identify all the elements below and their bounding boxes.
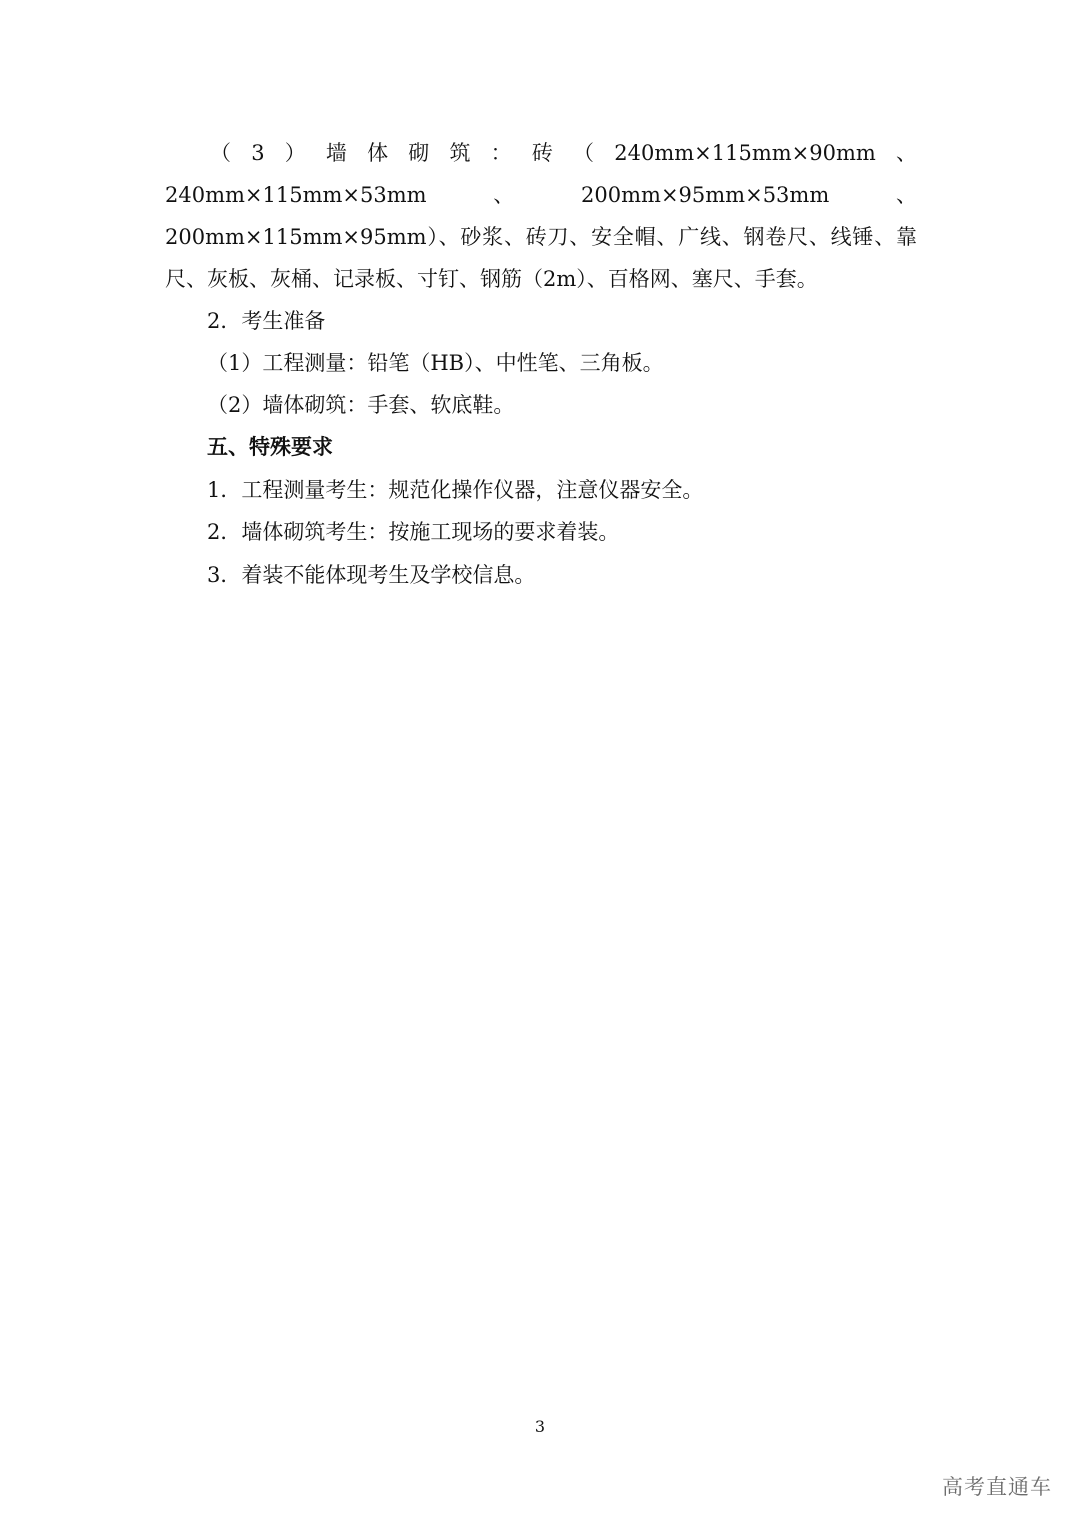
page-number: 3 <box>534 1417 546 1436</box>
candidate-prep-item-survey: （1）工程测量：铅笔（HB）、中性笔、三角板。 <box>207 351 664 375</box>
wall-masonry-materials-paragraph: （3）墙体砌筑：砖（240mm×115mm×90mm、240mm×115mm×53mm、200mm×95mm×53mm、200mm×115mm×95mm）、砂浆、砖刀、安全帽、广线、钢卷尺、线锤、靠尺、灰板、灰桶、记录板、寸钉、钢筋（2m）、百格网、塞尺、手套。 <box>165 141 917 291</box>
watermark-logo-text: 高考直通车 <box>942 1475 1052 1499</box>
special-requirements-heading: 五、特殊要求 <box>207 435 333 459</box>
special-requirement-item-1: 1．工程测量考生：规范化操作仪器，注意仪器安全。 <box>207 478 704 502</box>
candidate-prep-item-masonry: （2）墙体砌筑：手套、软底鞋。 <box>207 393 515 417</box>
candidate-prep-title: 2．考生准备 <box>207 309 326 333</box>
special-requirement-item-2: 2．墙体砌筑考生：按施工现场的要求着装。 <box>207 520 620 544</box>
special-requirement-item-3: 3．着装不能体现考生及学校信息。 <box>207 563 536 587</box>
